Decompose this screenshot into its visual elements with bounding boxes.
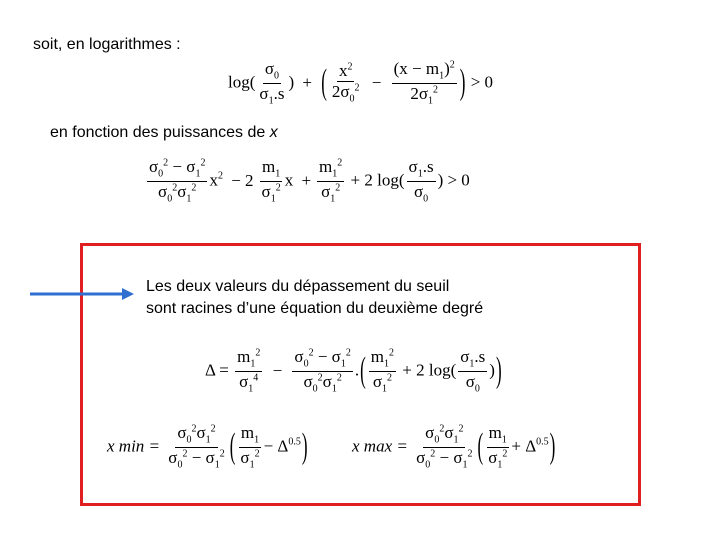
xmax-label: x max = [352,436,408,456]
fraction-quadratic-coef: $\frac{\sigma_0^2 - \sigma_1^2}{\sigma_0^2\sigma_1^2}$ [149,157,206,205]
powers-text [50,124,278,142]
two-log-delta: + 2 log( [402,360,457,380]
fraction-sigma-ratio: $\frac{\sigma_0}{\sigma_1.s}$ [259,59,285,107]
box-text-line1: Les deux valeurs du dépassement du seuil [146,278,450,295]
fraction-xmin-m1: $\frac{m_1}{\sigma_1^2}$ [240,423,260,471]
delta-exponent: 0.5 [288,436,301,448]
log-function: log( [228,72,256,92]
fraction-sigma-ratio-2: $\frac{\sigma_1.s}{\sigma_0}$ [408,157,434,205]
fraction-xmin-factor: $\frac{\sigma_0^2\sigma_1^2}{\sigma_0^2 - \sigma_1^2}$ [168,423,225,471]
fraction-xmax-m1: $\frac{m_1}{\sigma_1^2}$ [488,423,508,471]
fraction-m1-squared-over-sigma1-4: $\frac{m_1^2}{\sigma_1^4}$ [237,347,261,395]
greater-than-zero: > 0 [470,72,494,92]
equation-log-inequality: log( $\frac{\sigma_0}{\sigma_1.s}$ ) + ( $\frac{x^2}{2\sigma_0^2}$ − $\frac{(x - m_1)^2}{2\sigma_1^2}$ ) > 0 [228,59,494,107]
plus-delta: + Δ [511,436,537,456]
fraction-linear-coef: $\frac{m_1}{\sigma_1^2}$ [261,157,281,205]
delta-exponent-2: 0.5 [536,436,549,448]
fraction-xmax-factor: $\frac{\sigma_0^2\sigma_1^2}{\sigma_0^2 - \sigma_1^2}$ [416,423,473,471]
equation-polynomial: $\frac{\sigma_0^2 - \sigma_1^2}{\sigma_0^2\sigma_1^2}$ $x^2 - 2$ $\frac{m_1}{\sigma_1^2}$ x + $\frac{m_1^2}{\sigma_1^2}$ + 2 log( $\frac{\sigma_1.s}{\sigma_0}$ ) > 0 [149,157,470,205]
delta-symbol: Δ = [205,360,229,380]
greater-than-zero-2: ) > 0 [437,170,470,190]
equation-xmax: x max = $\frac{\sigma_0^2\sigma_1^2}{\sigma_0^2 - \sigma_1^2}$ ( $\frac{m_1}{\sigma_1^2}$ + $\Delta^{0.5}$) [352,423,556,471]
fraction-sigma-ratio-3: $\frac{\sigma_1.s}{\sigma_0}$ [460,347,486,395]
arrow-right-icon [28,283,138,305]
powers-label: en fonction des puissances de [50,124,270,141]
intro-text: soit, en logarithmes : [33,36,181,53]
fraction-constant-coef: $\frac{m_1^2}{\sigma_1^2}$ [319,157,343,205]
close-paren: ) [489,360,495,380]
fraction-x-squared: $\frac{x^2}{2\sigma_0^2}$ [331,61,360,105]
powers-variable: x [269,124,278,141]
fraction-m1-squared-over-sigma1-2: $\frac{m_1^2}{\sigma_1^2}$ [370,347,395,395]
xmin-label: x min = [107,436,161,456]
fraction-x-minus-m1: $\frac{(x - m_1)^2}{2\sigma_1^2}$ [393,59,455,107]
minus-delta: − Δ [263,436,289,456]
fraction-sigma-difference: $\frac{\sigma_0^2 - \sigma_1^2}{\sigma_0^2\sigma_1^2}$ [294,347,351,395]
two-log: + 2 log( [350,170,405,190]
equation-xmin: x min = $\frac{\sigma_0^2\sigma_1^2}{\sigma_0^2 - \sigma_1^2}$ ( $\frac{m_1}{\sigma_1^2}$ − $\Delta^{0.5}$) [107,423,308,471]
box-text-line2: sont racines d’une équation du deuxième degré [146,300,484,317]
equation-delta: Δ = $\frac{m_1^2}{\sigma_1^4}$ − $\frac{\sigma_0^2 - \sigma_1^2}{\sigma_0^2\sigma_1^2}$ .( $\frac{m_1^2}{\sigma_1^2}$ + 2 log( $\frac{\sigma_1.s}{\sigma_0}$ )) [205,347,502,395]
